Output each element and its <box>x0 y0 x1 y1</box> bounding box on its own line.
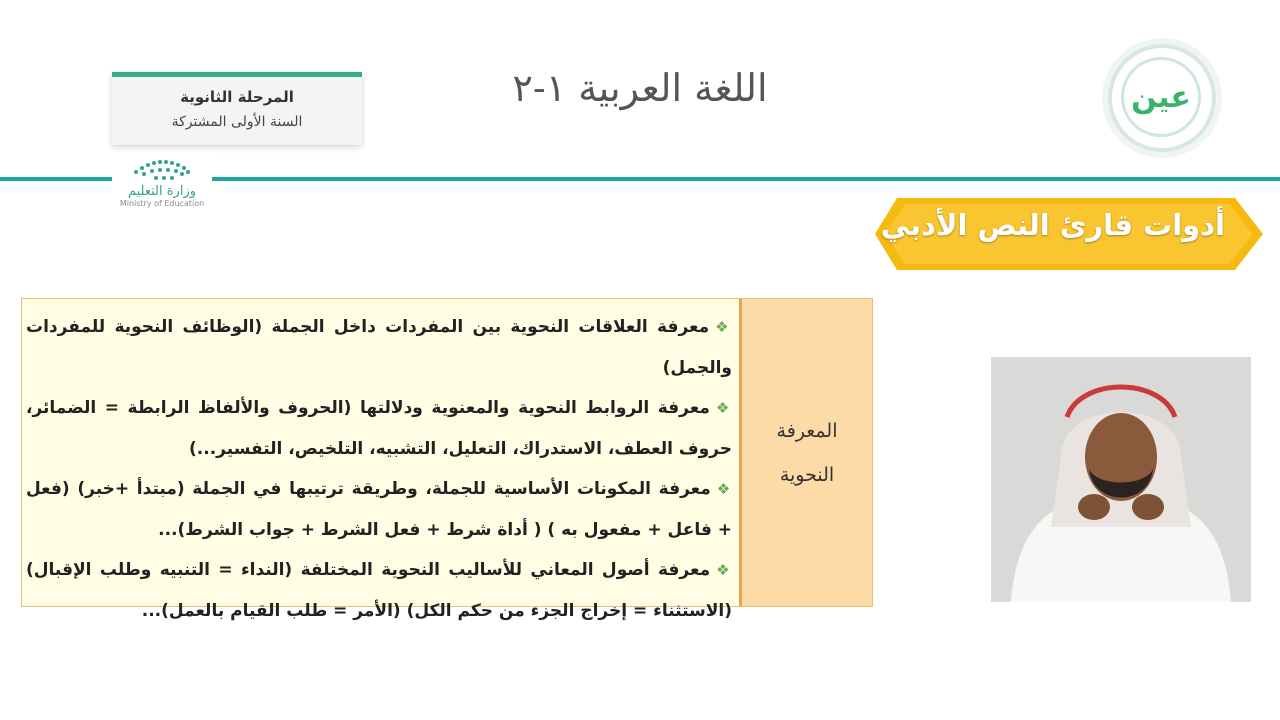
logo-text: عين <box>1121 57 1201 137</box>
stage-line-2: السنة الأولى المشتركة <box>171 114 303 130</box>
list-item-text: معرفة المكونات الأساسية للجملة، وطريقة ترتيبها في الجملة (مبتدأ +خبر) (فعل + فاعل + مفعول به ) ( أداة شرط + فعل الشرط + جواب الشرط)... <box>26 479 732 540</box>
ministry-logo <box>112 152 212 224</box>
diamond-bullet-icon: ❖ <box>715 318 732 336</box>
eye-logo-icon <box>1108 44 1216 152</box>
course-title: اللغة العربية ١-٢ <box>512 66 768 110</box>
list-item <box>26 550 732 631</box>
list-item <box>26 388 732 469</box>
list-item-text: معرفة العلاقات النحوية بين المفردات داخل الجملة (الوظائف النحوية للمفردات والجمل) <box>26 317 732 378</box>
category-column <box>739 299 872 606</box>
section-banner <box>875 196 1265 272</box>
ministry-name-en: Ministry of Education <box>119 199 205 208</box>
list-item-text: معرفة الروابط النحوية والمعنوية ودلالتها (الحروف والألفاظ الرابطة = الضمائر، حروف العطف، الاستدراك، التعليل، التشبيه، التلخيص، التفسير...) <box>26 398 732 459</box>
banner-title: أدوات قارئ النص الأدبي <box>880 208 1225 242</box>
category-label-line-1: المعرفة <box>776 419 838 442</box>
stage-line-1: المرحلة الثانوية <box>180 88 294 106</box>
ministry-dots-icon <box>130 152 194 182</box>
list-item-text: معرفة أصول المعاني للأساليب النحوية المختلفة (النداء = التنبيه وطلب الإقبال) (الاستثناء = إخراج الجزء من حكم الكل) (الأمر = طلب القيام بالعمل)... <box>26 560 732 621</box>
diamond-bullet-icon: ❖ <box>716 480 732 498</box>
stage-label-box <box>112 72 362 145</box>
ministry-name-ar: وزارة التعليم <box>127 184 197 199</box>
content-panel <box>21 298 873 621</box>
diamond-bullet-icon: ❖ <box>716 561 733 579</box>
presenter-video[interactable] <box>991 357 1251 602</box>
diamond-bullet-icon: ❖ <box>715 399 732 417</box>
category-label-line-2: النحوية <box>779 463 835 486</box>
presenter-figure-icon <box>991 357 1251 602</box>
list-item <box>26 307 732 388</box>
bullet-list <box>26 307 732 631</box>
list-item <box>26 469 732 550</box>
